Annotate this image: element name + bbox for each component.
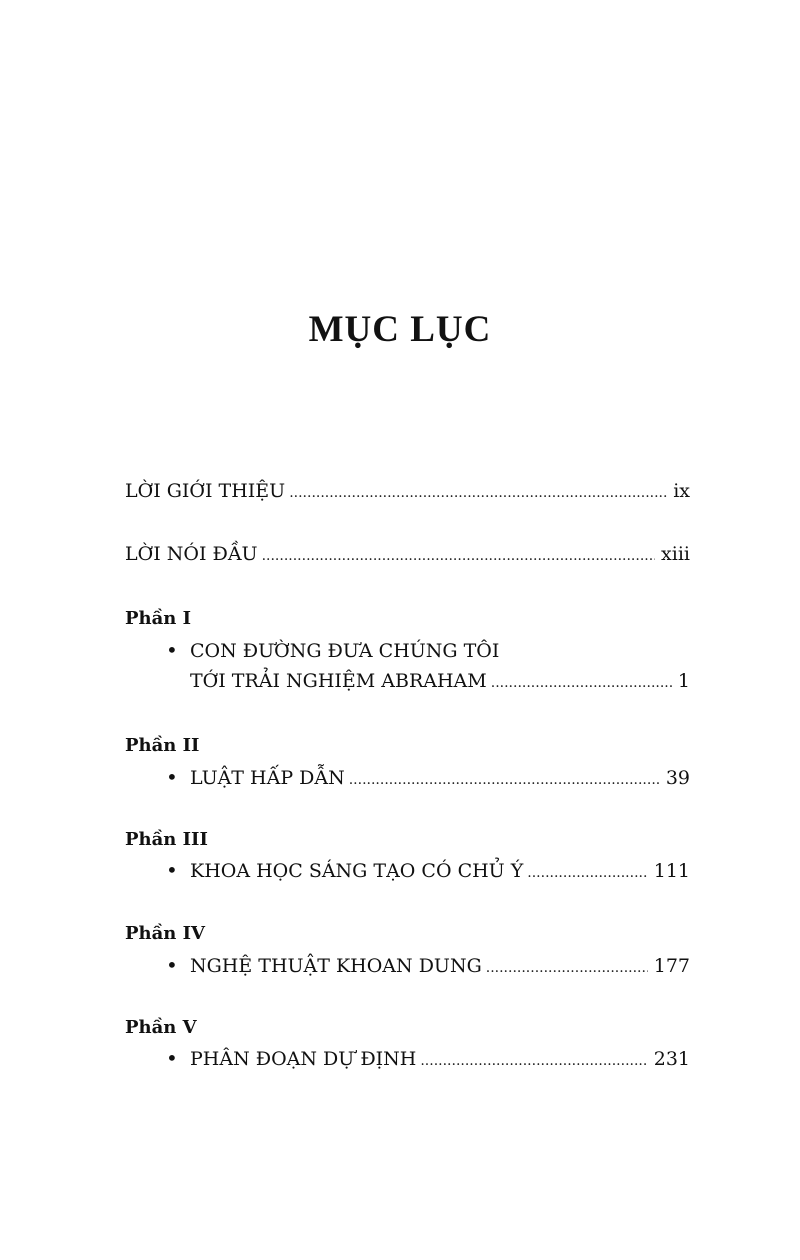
bullet-icon: • [166,858,178,882]
toc-entry-part-4[interactable] [166,953,690,977]
bullet-icon: • [166,638,178,662]
toc-page-number: 1 [677,670,690,692]
toc-page-number: xiii [661,543,690,565]
toc-entry-label: NGHỆ THUẬT KHOAN DUNG [190,955,482,977]
part-heading-3: Phần III [125,829,208,850]
toc-page-number: ix [673,480,690,502]
dot-leader [262,548,655,564]
part-heading-2: Phần II [125,735,200,756]
toc-entry-label: LỜI NÓI ĐẦU [125,543,258,565]
part-heading-1: Phần I [125,608,192,629]
bullet-icon: • [166,765,178,789]
toc-entry-label: TỚI TRẢI NGHIỆM ABRAHAM [190,670,487,692]
toc-entry-introduction[interactable] [125,480,690,502]
toc-entry-label: LUẬT HẤP DẪN [190,767,345,789]
part-heading-5: Phần V [125,1017,197,1038]
dot-leader [527,865,647,881]
toc-entry-part-1-line-2[interactable] [190,670,690,692]
toc-entry-part-1-line-1[interactable] [166,638,499,662]
dot-leader [349,772,660,788]
dot-leader [420,1053,647,1069]
part-heading-4: Phần IV [125,923,206,944]
toc-page-number: 111 [653,860,690,882]
toc-entry-part-3[interactable] [166,858,690,882]
dot-leader [289,485,667,501]
toc-page-number: 231 [653,1048,690,1070]
toc-entry-label: CON ĐƯỜNG ĐƯA CHÚNG TÔI [190,640,500,662]
toc-page-number: 39 [665,767,690,789]
toc-entry-label: LỜI GIỚI THIỆU [125,480,286,502]
toc-page-number: 177 [653,955,690,977]
toc-entry-label: PHÂN ĐOẠN DỰ ĐỊNH [190,1048,417,1070]
dot-leader [491,675,672,691]
toc-entry-preface[interactable] [125,543,690,565]
toc-entry-part-2[interactable] [166,765,690,789]
toc-entry-part-5[interactable] [166,1046,690,1070]
page-title: MỤC LỤC [308,309,492,350]
toc-entry-label: KHOA HỌC SÁNG TẠO CÓ CHỦ Ý [190,860,524,882]
bullet-icon: • [166,953,178,977]
bullet-icon: • [166,1046,178,1070]
dot-leader [486,960,648,976]
